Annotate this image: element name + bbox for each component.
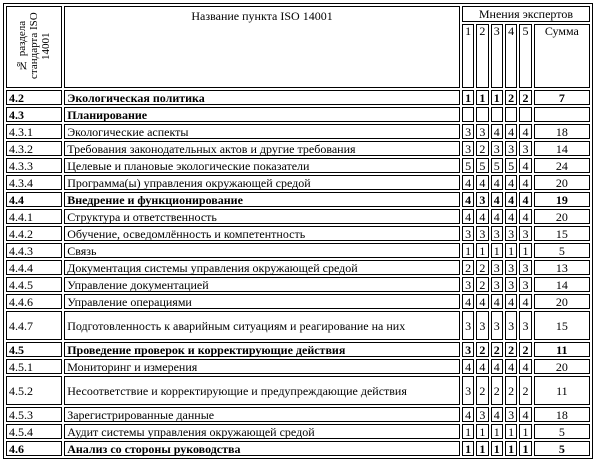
table-row <box>6 158 590 173</box>
clause-name-cell: Мониторинг и измерения <box>64 359 460 374</box>
expert-3-score-cell: 1 <box>491 243 503 258</box>
expert-3-score-cell: 4 <box>491 407 503 422</box>
clause-name-cell: Требования законодательных актов и другие требования <box>64 141 460 156</box>
expert-2-score-cell: 3 <box>476 226 488 241</box>
expert-5-score-cell: 2 <box>519 342 531 357</box>
expert-2-score-cell: 4 <box>476 175 488 190</box>
expert-5-score-cell: 1 <box>519 243 531 258</box>
expert-2-score-cell: 3 <box>476 192 488 207</box>
sum-header: Сумма <box>534 24 590 88</box>
clause-name-cell: Программа(ы) управления окружающей средой <box>64 175 460 190</box>
expert-5-score-cell: 3 <box>519 260 531 275</box>
expert-5-score-cell: 4 <box>519 407 531 422</box>
section-number-cell: 4.4.6 <box>6 294 62 309</box>
sum-cell: 11 <box>534 376 590 405</box>
expert-5-score-cell: 1 <box>519 424 531 439</box>
expert-1-header: 1 <box>462 24 474 88</box>
sum-cell: 20 <box>534 209 590 224</box>
sum-cell: 5 <box>534 441 590 456</box>
expert-2-score-cell: 2 <box>476 342 488 357</box>
clause-name-cell: Экологические аспекты <box>64 124 460 139</box>
clause-name-cell: Анализ со стороны руководства <box>64 441 460 456</box>
expert-3-score-cell: 1 <box>491 90 503 105</box>
sum-cell: 14 <box>534 141 590 156</box>
expert-4-score-cell: 2 <box>505 90 517 105</box>
table-row <box>6 277 590 292</box>
expert-5-score-cell: 4 <box>519 124 531 139</box>
expert-4-score-cell: 3 <box>505 407 517 422</box>
expert-4-score-cell: 4 <box>505 209 517 224</box>
expert-2-score-cell <box>476 107 488 122</box>
expert-4-score-cell: 3 <box>505 141 517 156</box>
expert-2-header: 2 <box>476 24 488 88</box>
section-number-cell: 4.3 <box>6 107 62 122</box>
section-number-cell: 4.4.4 <box>6 260 62 275</box>
section-number-cell: 4.3.2 <box>6 141 62 156</box>
expert-2-score-cell: 2 <box>476 260 488 275</box>
expert-1-score-cell: 4 <box>462 192 474 207</box>
table-row <box>6 124 590 139</box>
expert-1-score-cell: 4 <box>462 407 474 422</box>
sum-cell: 18 <box>534 407 590 422</box>
expert-4-score-cell: 1 <box>505 243 517 258</box>
sum-cell <box>534 107 590 122</box>
expert-5-score-cell: 1 <box>519 441 531 456</box>
clause-name-cell: Связь <box>64 243 460 258</box>
sum-cell: 20 <box>534 175 590 190</box>
section-row <box>6 192 590 207</box>
expert-2-score-cell: 4 <box>476 294 488 309</box>
expert-4-score-cell: 3 <box>505 260 517 275</box>
expert-opinions-header: Мнения экспертов <box>462 6 590 22</box>
table-row <box>6 226 590 241</box>
sum-cell: 7 <box>534 90 590 105</box>
iso14001-expert-table <box>3 3 593 459</box>
expert-5-score-cell: 4 <box>519 158 531 173</box>
expert-3-score-cell: 1 <box>491 424 503 439</box>
sum-cell: 19 <box>534 192 590 207</box>
expert-3-score-cell: 1 <box>491 441 503 456</box>
expert-3-score-cell: 3 <box>491 277 503 292</box>
expert-1-score-cell: 4 <box>462 209 474 224</box>
expert-4-header: 4 <box>505 24 517 88</box>
expert-5-score-cell: 4 <box>519 209 531 224</box>
expert-4-score-cell: 2 <box>505 376 517 405</box>
expert-4-score-cell: 3 <box>505 226 517 241</box>
section-number-cell: 4.2 <box>6 90 62 105</box>
expert-3-score-cell: 4 <box>491 124 503 139</box>
expert-1-score-cell: 1 <box>462 90 474 105</box>
expert-3-score-cell: 2 <box>491 376 503 405</box>
expert-2-score-cell: 1 <box>476 243 488 258</box>
expert-4-score-cell: 1 <box>505 424 517 439</box>
section-number-cell: 4.3.4 <box>6 175 62 190</box>
expert-2-score-cell: 1 <box>476 90 488 105</box>
section-number-cell: 4.4 <box>6 192 62 207</box>
section-number-cell: 4.6 <box>6 441 62 456</box>
expert-3-score-cell: 3 <box>491 260 503 275</box>
expert-2-score-cell: 2 <box>476 277 488 292</box>
table-row <box>6 311 590 340</box>
sum-cell: 5 <box>534 424 590 439</box>
section-row <box>6 90 590 105</box>
section-number-cell: 4.5 <box>6 342 62 357</box>
section-number-header <box>6 6 62 88</box>
expert-2-score-cell: 2 <box>476 376 488 405</box>
expert-4-score-cell <box>505 107 517 122</box>
table-row <box>6 359 590 374</box>
expert-5-score-cell: 4 <box>519 175 531 190</box>
section-row <box>6 441 590 456</box>
section-number-cell: 4.4.7 <box>6 311 62 340</box>
expert-2-score-cell: 3 <box>476 407 488 422</box>
section-number-cell: 4.5.2 <box>6 376 62 405</box>
expert-2-score-cell: 1 <box>476 424 488 439</box>
expert-5-score-cell: 3 <box>519 311 531 340</box>
expert-3-score-cell: 4 <box>491 294 503 309</box>
section-number-cell: 4.3.1 <box>6 124 62 139</box>
expert-5-score-cell: 2 <box>519 90 531 105</box>
expert-3-score-cell: 5 <box>491 158 503 173</box>
clause-name-cell: Зарегистрированные данные <box>64 407 460 422</box>
table-row <box>6 243 590 258</box>
table-row <box>6 209 590 224</box>
section-number-cell: 4.3.3 <box>6 158 62 173</box>
section-number-cell: 4.4.2 <box>6 226 62 241</box>
table-row <box>6 376 590 405</box>
expert-1-score-cell: 3 <box>462 311 474 340</box>
table-row <box>6 294 590 309</box>
table-row <box>6 407 590 422</box>
expert-5-score-cell: 3 <box>519 226 531 241</box>
table-row <box>6 260 590 275</box>
clause-name-cell: Проведение проверок и корректирующие действия <box>64 342 460 357</box>
table-row <box>6 424 590 439</box>
clause-name-cell: Целевые и плановые экологические показатели <box>64 158 460 173</box>
clause-name-cell: Внедрение и функционирование <box>64 192 460 207</box>
section-number-cell: 4.4.1 <box>6 209 62 224</box>
sum-cell: 20 <box>534 359 590 374</box>
expert-1-score-cell: 4 <box>462 359 474 374</box>
clause-name-cell: Структура и ответственность <box>64 209 460 224</box>
sum-cell: 11 <box>534 342 590 357</box>
expert-4-score-cell: 3 <box>505 311 517 340</box>
expert-5-score-cell: 3 <box>519 277 531 292</box>
expert-5-score-cell: 4 <box>519 294 531 309</box>
table-body <box>6 90 590 456</box>
clause-name-cell: Подготовленность к аварийным ситуациям и реагирование на них <box>64 311 460 340</box>
expert-3-score-cell: 3 <box>491 311 503 340</box>
expert-2-score-cell: 3 <box>476 311 488 340</box>
sum-cell: 15 <box>534 226 590 241</box>
sum-cell: 14 <box>534 277 590 292</box>
expert-4-score-cell: 3 <box>505 277 517 292</box>
expert-1-score-cell: 3 <box>462 277 474 292</box>
expert-5-header: 5 <box>519 24 531 88</box>
expert-4-score-cell: 2 <box>505 342 517 357</box>
sum-cell: 20 <box>534 294 590 309</box>
expert-5-score-cell: 2 <box>519 376 531 405</box>
expert-1-score-cell: 2 <box>462 260 474 275</box>
clause-name-cell: Документация системы управления окружающей средой <box>64 260 460 275</box>
expert-1-score-cell: 5 <box>462 158 474 173</box>
expert-4-score-cell: 4 <box>505 359 517 374</box>
expert-3-header: 3 <box>491 24 503 88</box>
expert-1-score-cell: 3 <box>462 124 474 139</box>
expert-3-score-cell: 4 <box>491 359 503 374</box>
expert-2-score-cell: 2 <box>476 141 488 156</box>
clause-name-cell: Несоответствие и корректирующие и предупреждающие действия <box>64 376 460 405</box>
clause-name-cell: Управление операциями <box>64 294 460 309</box>
clause-name-cell: Аудит системы управления окружающей средой <box>64 424 460 439</box>
section-number-cell: 4.5.3 <box>6 407 62 422</box>
expert-4-score-cell: 4 <box>505 294 517 309</box>
section-row <box>6 342 590 357</box>
expert-4-score-cell: 4 <box>505 192 517 207</box>
expert-4-score-cell: 4 <box>505 175 517 190</box>
sum-cell: 24 <box>534 158 590 173</box>
expert-4-score-cell: 5 <box>505 158 517 173</box>
expert-2-score-cell: 5 <box>476 158 488 173</box>
clause-name-cell: Экологическая политика <box>64 90 460 105</box>
expert-3-score-cell: 4 <box>491 175 503 190</box>
expert-1-score-cell: 4 <box>462 175 474 190</box>
expert-3-score-cell: 3 <box>491 226 503 241</box>
expert-4-score-cell: 4 <box>505 124 517 139</box>
section-row <box>6 107 590 122</box>
expert-2-score-cell: 1 <box>476 441 488 456</box>
expert-1-score-cell: 3 <box>462 141 474 156</box>
expert-1-score-cell: 4 <box>462 294 474 309</box>
expert-3-score-cell: 4 <box>491 209 503 224</box>
expert-2-score-cell: 3 <box>476 124 488 139</box>
sum-cell: 13 <box>534 260 590 275</box>
expert-1-score-cell: 1 <box>462 424 474 439</box>
expert-4-score-cell: 1 <box>505 441 517 456</box>
clause-name-cell: Обучение, осведомлённость и компетентность <box>64 226 460 241</box>
expert-2-score-cell: 4 <box>476 209 488 224</box>
expert-2-score-cell: 4 <box>476 359 488 374</box>
expert-1-score-cell: 1 <box>462 441 474 456</box>
table-row <box>6 141 590 156</box>
table-row <box>6 175 590 190</box>
clause-name-header: Название пункта ISO 14001 <box>64 6 460 88</box>
expert-5-score-cell: 4 <box>519 192 531 207</box>
sum-cell: 18 <box>534 124 590 139</box>
expert-3-score-cell <box>491 107 503 122</box>
expert-5-score-cell: 3 <box>519 141 531 156</box>
section-number-header-label: № раздела стандарта ISO 14001 <box>16 12 53 80</box>
section-number-cell: 4.4.5 <box>6 277 62 292</box>
expert-5-score-cell: 4 <box>519 359 531 374</box>
section-number-cell: 4.4.3 <box>6 243 62 258</box>
clause-name-cell: Планирование <box>64 107 460 122</box>
expert-3-score-cell: 3 <box>491 141 503 156</box>
expert-1-score-cell <box>462 107 474 122</box>
sum-cell: 15 <box>534 311 590 340</box>
expert-3-score-cell: 2 <box>491 342 503 357</box>
sum-cell: 5 <box>534 243 590 258</box>
expert-5-score-cell <box>519 107 531 122</box>
section-number-cell: 4.5.4 <box>6 424 62 439</box>
clause-name-cell: Управление документацией <box>64 277 460 292</box>
expert-1-score-cell: 3 <box>462 376 474 405</box>
expert-3-score-cell: 4 <box>491 192 503 207</box>
expert-1-score-cell: 1 <box>462 243 474 258</box>
expert-1-score-cell: 3 <box>462 226 474 241</box>
expert-1-score-cell: 3 <box>462 342 474 357</box>
section-number-cell: 4.5.1 <box>6 359 62 374</box>
